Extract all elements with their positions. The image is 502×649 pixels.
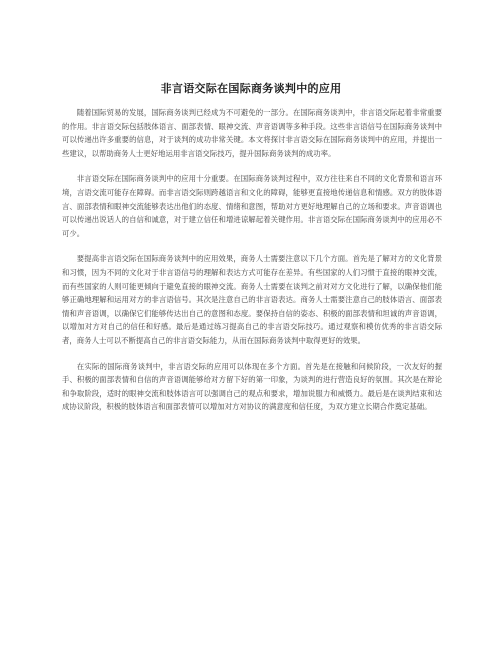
document-body (62, 106, 442, 426)
paragraph-4: 在实际的国际商务谈判中，非言语交际的应用可以体现在多个方面。首先是在接触和问候阶段，一次友好的握手、积极的面部表情和自信的声音语调能够给对方留下好的第一印象，为谈判的进行营造良好的氛围。其次是在辩论和争取阶段，适时的眼神交流和肢体语言可以强调自己的观点和要求，增加说服力和威慑力。最后是在谈判结束和达成协议阶段，积极的肢体语言和面部表情可以增加对方对协议的满意度和信任度，为双方建立长期合作奠定基础。 (62, 361, 442, 412)
document-title: 非言语交际在国际商务谈判中的应用 (160, 82, 342, 95)
paragraph-3: 要提高非言语交际在国际商务谈判中的应用效果，商务人士需要注意以下几个方面。首先是了解对方的文化背景和习惯，因为不同的文化对于非言语信号的理解和表达方式可能存在差异。有些国家的人们习惯于直接的眼神交流，而有些国家的人则可能更倾向于避免直接的眼神交流。商务人士需要在谈判之前对对方文化进行了解，以确保他们能够正确地理解和运用对方的非言语信号。其次是注意自己的非言语表达。商务人士需要注意自己的肢体语言、面部表情和声音语调，以确保它们能够传达出自己的意图和态度。要保持自信的姿态、积极的面部表情和坦诚的声音语调，以增加对方对自己的信任和好感。最后是通过练习提高自己的非言语交际技巧。通过观察和模仿优秀的非言语交际者，商务人士可以不断提高自己的非言语交际能力，从而在国际商务谈判中取得更好的效果。 (62, 254, 442, 345)
paragraph-1: 随着国际贸易的发展，国际商务谈判已经成为不可避免的一部分。在国际商务谈判中，非言语交际起着非常重要的作用。非言语交际包括肢体语言、面部表情、眼神交流、声音语调等多种手段。这些非言语信号在国际商务谈判中可以传递出许多重要的信息，对于谈判的成功非常关键。本文将探讨非言语交际在国际商务谈判中的应用，并提出一些建议，以帮助商务人士更好地运用非言语交际技巧，提升国际商务谈判的成功率。 (62, 108, 442, 158)
paragraph-2: 非言语交际在国际商务谈判中的应用十分重要。在国际商务谈判过程中，双方往往来自不同的文化背景和语言环境，言语交流可能存在障碍。而非言语交际则跨越语言和文化的障碍，能够更直接地传递信息和情感。双方的肢体语言、面部表情和眼神交流能够表达出他们的态度、情绪和意图，帮助对方更好地理解自己的立场和要求。声音语调也可以传递出说话人的自信和诚意，对于建立信任和增进谅解起着关键作用。非言语交际在国际商务谈判中的应用必不可少。 (62, 174, 442, 238)
